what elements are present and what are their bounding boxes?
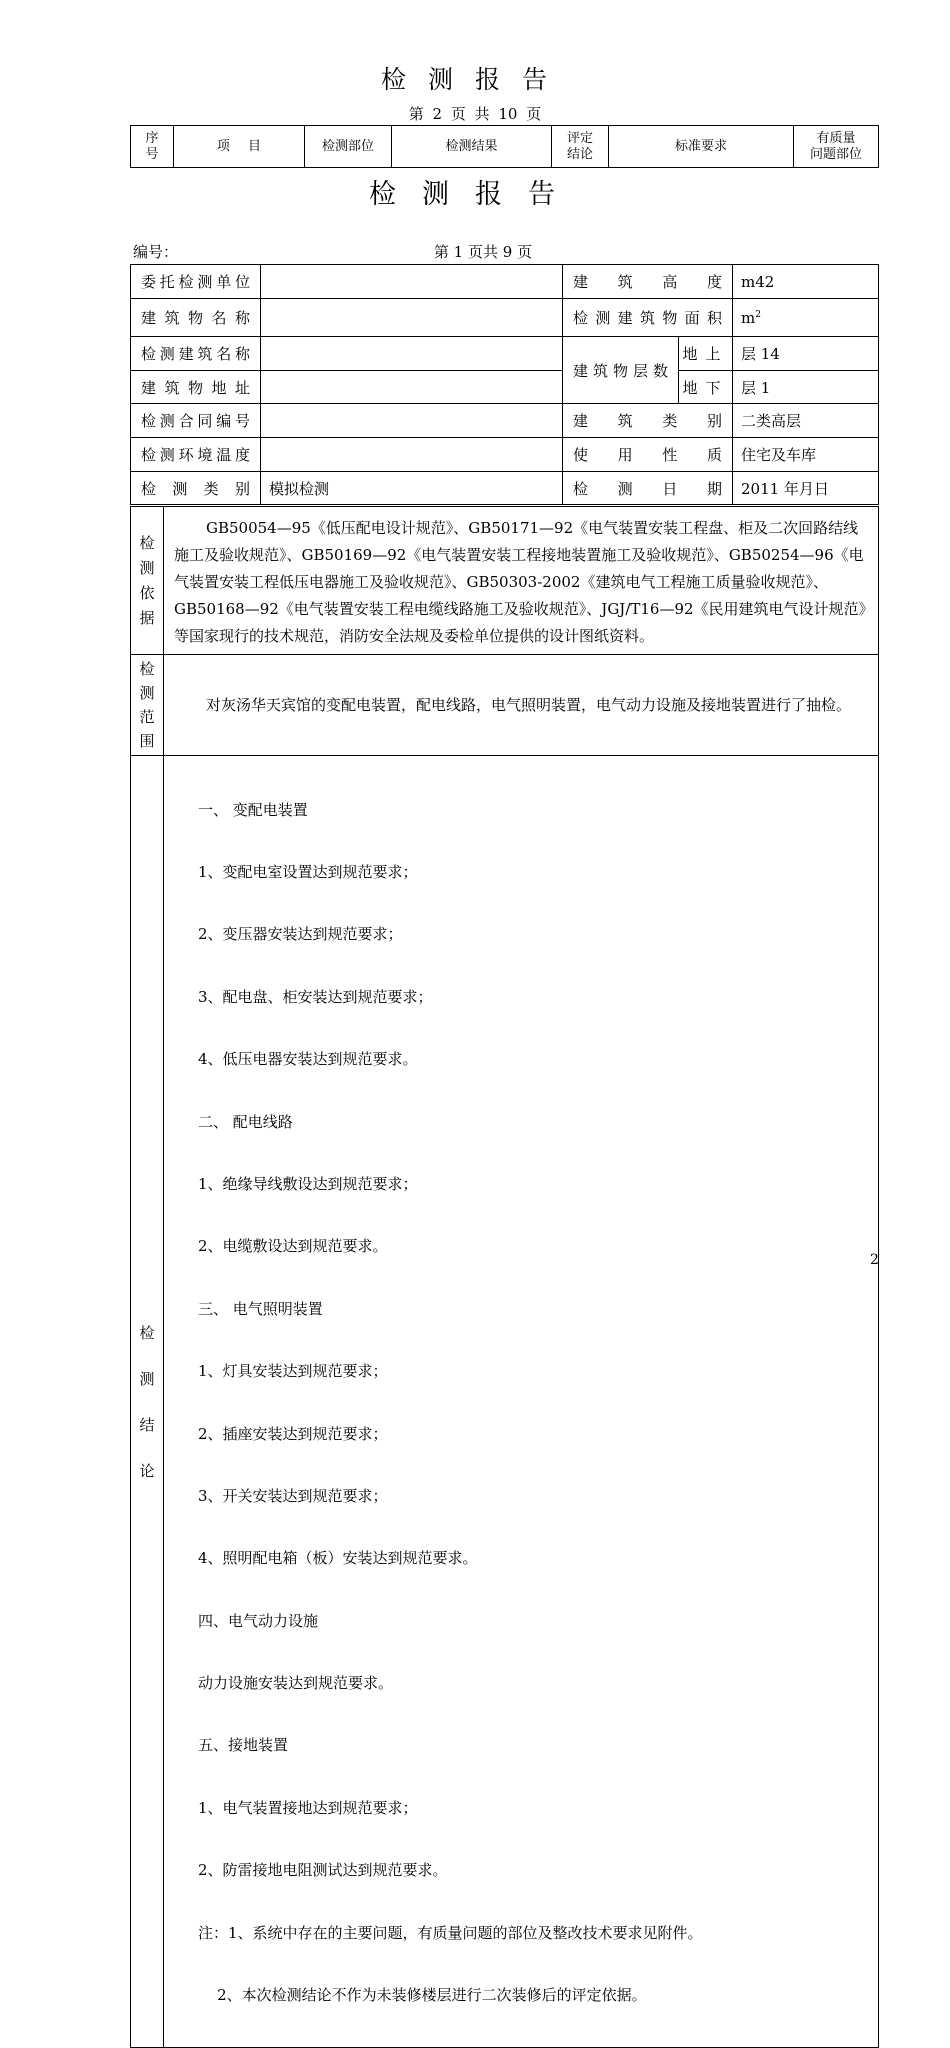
col-standard: 标准要求 [609, 126, 794, 168]
area-label: 检测建筑物面积 [563, 299, 733, 337]
basis-label-char: 测 [139, 558, 155, 577]
basis-label-char: 据 [139, 608, 155, 627]
col-seq-line1: 序 [145, 130, 159, 146]
address-label: 建筑物地址 [131, 371, 261, 404]
basis-label-char: 检 [139, 533, 155, 552]
conclusion-line: 1、灯具安装达到规范要求； [198, 1362, 388, 1381]
conclusion-line: 注：1、系统中存在的主要问题，有质量问题的部位及整改技术要求见附件。 [198, 1923, 703, 1942]
inspected-name-label: 检测建筑名称 [131, 337, 261, 371]
col-item: 项 目 [174, 126, 305, 168]
conclusion-line: 3、配电盘、柜安装达到规范要求； [198, 987, 433, 1006]
conclusion-line: 三、 电气照明装置 [198, 1299, 323, 1318]
category-value: 模拟检测 [261, 472, 563, 505]
area-value-cell [733, 299, 879, 337]
conclusion-label-char: 测 [139, 1369, 155, 1388]
temperature-label: 检测环境温度 [131, 438, 261, 472]
conclusion-label-char: 论 [139, 1461, 155, 1480]
report-page-info: 第 1 页共 9 页 [433, 243, 533, 261]
conclusion-line: 五、接地装置 [198, 1736, 289, 1755]
conclusion-line: 1、绝缘导线敷设达到规范要求； [198, 1174, 418, 1193]
building-type-value: 二类高层 [733, 404, 879, 438]
col-seq [131, 126, 174, 168]
column-header-table [130, 125, 879, 168]
conclusion-line: 2、本次检测结论不作为未装修楼层进行二次装修后的评定依据。 [198, 1986, 647, 2005]
temperature-value [261, 438, 563, 472]
floors-label: 建筑物层数 [563, 337, 679, 404]
conclusion-line: 2、电缆敷设达到规范要求。 [198, 1237, 388, 1256]
col-issue-line2: 问题部位 [809, 146, 862, 162]
contract-value [261, 404, 563, 438]
page-number: 2 [870, 1252, 879, 1268]
conclusion-line: 一、 变配电装置 [198, 800, 308, 819]
scope-label-char: 检 [139, 660, 155, 678]
conclusion-line: 二、 配电线路 [198, 1112, 293, 1131]
scope-label [131, 655, 164, 756]
basis-label [131, 507, 164, 655]
report-title: 检测报告 [369, 179, 581, 210]
category-label: 检测类别 [131, 472, 261, 505]
col-location: 检测部位 [305, 126, 392, 168]
client-value [261, 265, 563, 299]
header-title: 检测报告 [380, 65, 569, 94]
conclusion-line: 1、变配电室设置达到规范要求； [198, 862, 418, 881]
date-value: 2011 年月日 [733, 472, 879, 505]
building-name-value [261, 299, 563, 337]
conclusion-line: 4、照明配电箱（板）安装达到规范要求。 [198, 1549, 478, 1568]
col-rating-line1: 评定 [566, 130, 593, 146]
date-label: 检测日期 [563, 472, 733, 505]
nature-value: 住宅及车库 [733, 438, 879, 472]
basis-text: GB50054—95《低压配电设计规范》、GB50171—92《电气装置安装工程盘、柜及二次回路结线施工及验收规范》、GB50169—92《电气装置安装工程接地装置施工及验收规范》、GB50254—96《电气装置安装工程低压电器施工及验收规范》、GB50303-2002《建筑电气工程施工质量验收规范》、GB50168—92《电气装置安装工程电缆线路施工及验收规范》、JGJ/T16—92《民用建筑电气设计规范》等国家现行的技术规范，消防安全法规及委检单位提供的设计图纸资料。 [164, 507, 879, 655]
area-value: m [741, 308, 756, 327]
report-number-label: 编号： [133, 243, 179, 261]
client-label: 委托检测单位 [131, 265, 261, 299]
nature-label: 使用性质 [563, 438, 733, 472]
conclusion-label-char: 检 [139, 1323, 155, 1342]
col-rating [552, 126, 609, 168]
col-result: 检测结果 [392, 126, 552, 168]
conclusion-label [131, 756, 164, 2048]
area-unit-superscript: 2 [755, 309, 761, 320]
col-issue-line1: 有质量 [816, 130, 856, 146]
scope-label-char: 围 [139, 732, 155, 750]
report-body-table [130, 506, 879, 2048]
scope-label-char: 范 [139, 708, 155, 726]
building-name-label: 建筑物名称 [131, 299, 261, 337]
below-ground-value: 层 1 [733, 371, 879, 404]
building-type-label: 建筑类别 [563, 404, 733, 438]
below-ground-label: 地下 [679, 371, 733, 404]
col-rating-line2: 结论 [566, 146, 593, 162]
conclusion-line: 2、变压器安装达到规范要求； [198, 925, 403, 944]
conclusion-line: 四、电气动力设施 [198, 1611, 319, 1630]
conclusion-line: 2、插座安装达到规范要求； [198, 1424, 388, 1443]
above-ground-label: 地上 [679, 337, 733, 371]
height-value: m42 [733, 265, 879, 299]
col-seq-line2: 号 [145, 146, 159, 162]
conclusion-line: 1、电气装置接地达到规范要求； [198, 1798, 418, 1817]
contract-label: 检测合同编号 [131, 404, 261, 438]
scope-text: 对灰汤华天宾馆的变配电装置，配电线路，电气照明装置，电气动力设施及接地装置进行了抽检。 [164, 655, 879, 756]
conclusion-line: 3、开关安装达到规范要求； [198, 1486, 388, 1505]
conclusion-text [164, 756, 879, 2048]
header-page-info: 第 2 页 共 10 页 [408, 105, 542, 123]
conclusion-line: 动力设施安装达到规范要求。 [198, 1674, 394, 1693]
conclusion-line: 4、低压电器安装达到规范要求。 [198, 1050, 418, 1069]
basis-label-char: 依 [139, 583, 155, 602]
address-value [261, 371, 563, 404]
above-ground-value: 层 14 [733, 337, 879, 371]
report-info-table [130, 264, 879, 505]
conclusion-line: 2、防雷接地电阻测试达到规范要求。 [198, 1861, 448, 1880]
conclusion-label-char: 结 [139, 1415, 155, 1434]
inspected-name-value [261, 337, 563, 371]
scope-label-char: 测 [139, 684, 155, 702]
height-label: 建筑高度 [563, 265, 733, 299]
col-issue [794, 126, 879, 168]
